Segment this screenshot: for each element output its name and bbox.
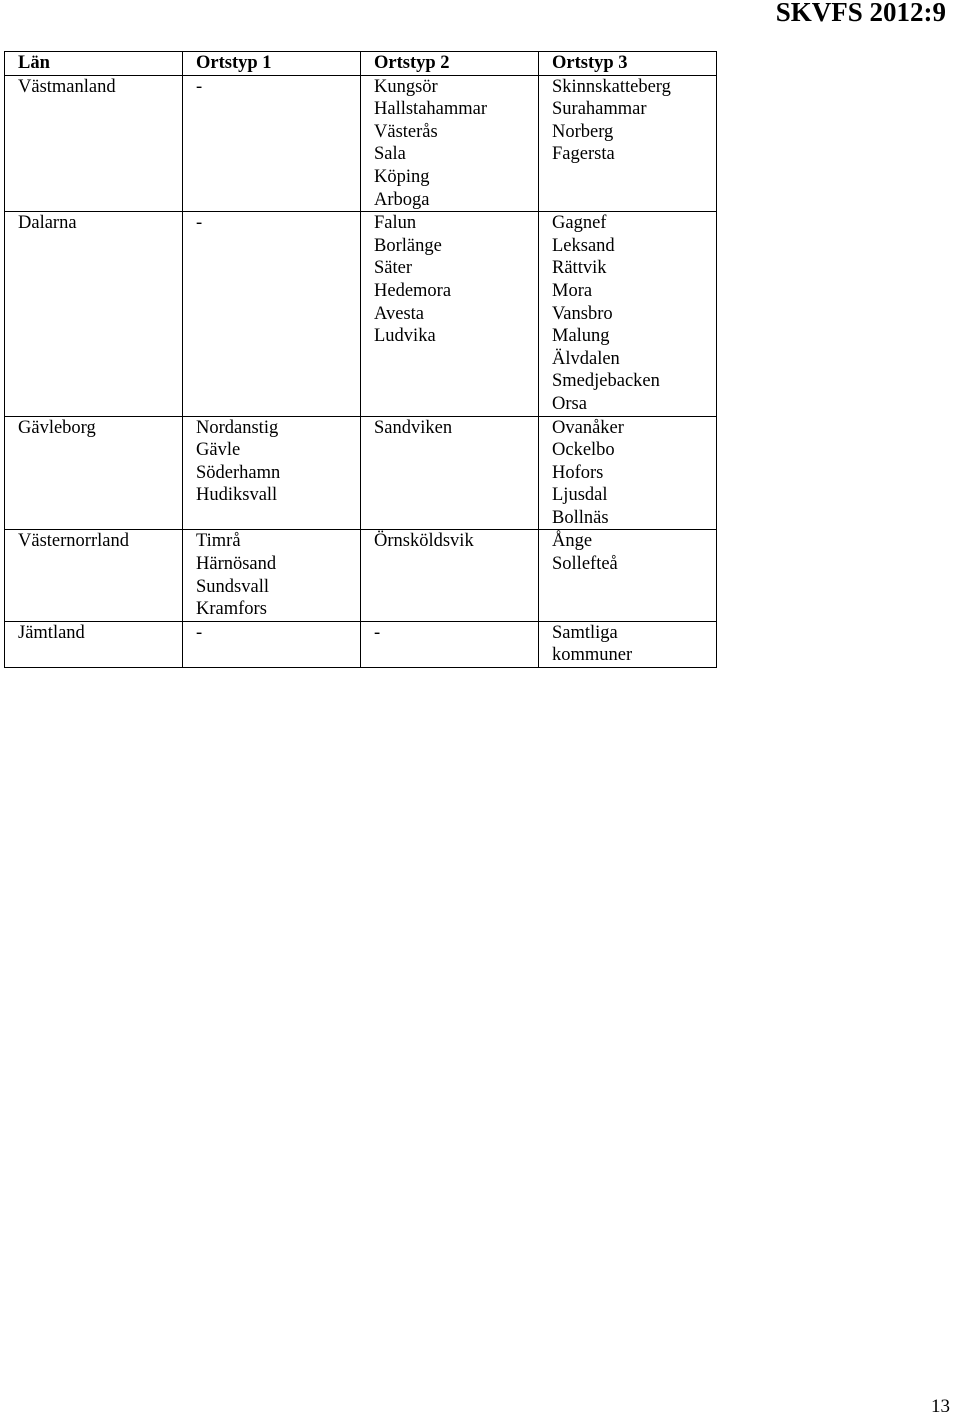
cell-ortstyp1	[183, 621, 361, 667]
municipality-name: Samtliga	[552, 622, 618, 643]
column-header-ortstyp-3: Ortstyp 3	[539, 52, 717, 76]
cell-ortstyp2	[361, 75, 539, 212]
municipality-name: -	[196, 622, 203, 643]
municipality-name: Orsa	[552, 393, 587, 414]
cell-lan	[5, 212, 183, 416]
cell-ortstyp2	[361, 530, 539, 621]
municipality-name: Mora	[552, 280, 593, 301]
municipality-name: kommuner	[552, 645, 633, 666]
municipality-name: Surahammar	[552, 99, 647, 120]
cell-ortstyp1	[183, 212, 361, 416]
document-id: SKVFS 2012:9	[775, 0, 946, 27]
municipality-name: Söderhamn	[196, 462, 281, 483]
table-row	[5, 416, 717, 530]
page-number: 13	[931, 1396, 950, 1417]
cell-lan	[5, 621, 183, 667]
municipality-name: Falun	[374, 213, 417, 234]
municipality-name: Kungsör	[374, 76, 438, 97]
municipality-name: Ljusdal	[552, 485, 608, 506]
lan-name: Jämtland	[18, 622, 85, 643]
lan-name: Västmanland	[18, 76, 116, 97]
municipality-name: Hofors	[552, 462, 604, 483]
municipality-name: Smedjebacken	[552, 371, 660, 392]
table-body	[5, 75, 717, 667]
municipality-name: Timrå	[196, 531, 241, 552]
municipality-name: Ockelbo	[552, 440, 615, 461]
municipality-name: Sandviken	[374, 417, 453, 438]
table-row	[5, 212, 717, 416]
municipality-name: Sollefteå	[552, 554, 618, 575]
municipality-name: Nordanstig	[196, 417, 279, 438]
municipality-name: Malung	[552, 326, 610, 347]
municipality-name: Härnösand	[196, 554, 277, 575]
cell-lan	[5, 416, 183, 530]
cell-ortstyp2	[361, 212, 539, 416]
municipality-name: Örnsköldsvik	[374, 531, 474, 552]
municipality-name: Bollnäs	[552, 507, 609, 528]
cell-ortstyp1	[183, 75, 361, 212]
municipality-name: Sala	[374, 144, 406, 165]
municipality-name: Rättvik	[552, 258, 607, 279]
cell-lan	[5, 75, 183, 212]
cell-ortstyp3	[539, 75, 717, 212]
municipality-name: Köping	[374, 166, 430, 187]
municipality-name: Västerås	[374, 121, 438, 142]
cell-lan	[5, 530, 183, 621]
column-header-lan: Län	[5, 52, 183, 76]
municipality-name: Fagersta	[552, 144, 615, 165]
table-row	[5, 530, 717, 621]
lan-name: Västernorrland	[18, 531, 129, 552]
cell-ortstyp1	[183, 530, 361, 621]
table-row	[5, 621, 717, 667]
municipality-name: Ludvika	[374, 326, 436, 347]
municipality-name: Gagnef	[552, 213, 607, 234]
municipality-name: Hedemora	[374, 280, 452, 301]
lan-name: Gävleborg	[18, 417, 96, 438]
table-row	[5, 75, 717, 212]
cell-ortstyp1	[183, 416, 361, 530]
municipality-name: -	[196, 76, 203, 97]
cell-ortstyp3	[539, 212, 717, 416]
municipality-name: Sundsvall	[196, 576, 269, 597]
municipality-name: Säter	[374, 258, 413, 279]
cell-ortstyp2	[361, 416, 539, 530]
municipality-name: Ånge	[552, 531, 593, 552]
municipality-name: Älvdalen	[552, 348, 620, 369]
municipality-name: -	[374, 622, 381, 643]
region-ortstyp-table	[4, 51, 717, 668]
column-header-ortstyp-2: Ortstyp 2	[361, 52, 539, 76]
lan-name: Dalarna	[18, 213, 77, 234]
municipality-name: Gävle	[196, 440, 241, 461]
municipality-name: Skinnskatteberg	[552, 76, 671, 97]
municipality-name: Vansbro	[552, 303, 613, 324]
municipality-name: Borlänge	[374, 235, 442, 256]
cell-ortstyp3	[539, 530, 717, 621]
municipality-name: Arboga	[374, 189, 430, 210]
cell-ortstyp3	[539, 621, 717, 667]
cell-ortstyp2	[361, 621, 539, 667]
municipality-name: Avesta	[374, 303, 424, 324]
municipality-name: Kramfors	[196, 599, 267, 620]
cell-ortstyp3	[539, 416, 717, 530]
municipality-name: -	[196, 213, 203, 234]
column-header-ortstyp-1: Ortstyp 1	[183, 52, 361, 76]
municipality-name: Leksand	[552, 235, 615, 256]
table-header-row	[5, 52, 717, 76]
municipality-name: Ovanåker	[552, 417, 624, 438]
municipality-name: Hallstahammar	[374, 99, 488, 120]
municipality-name: Norberg	[552, 121, 614, 142]
municipality-name: Hudiksvall	[196, 485, 278, 506]
